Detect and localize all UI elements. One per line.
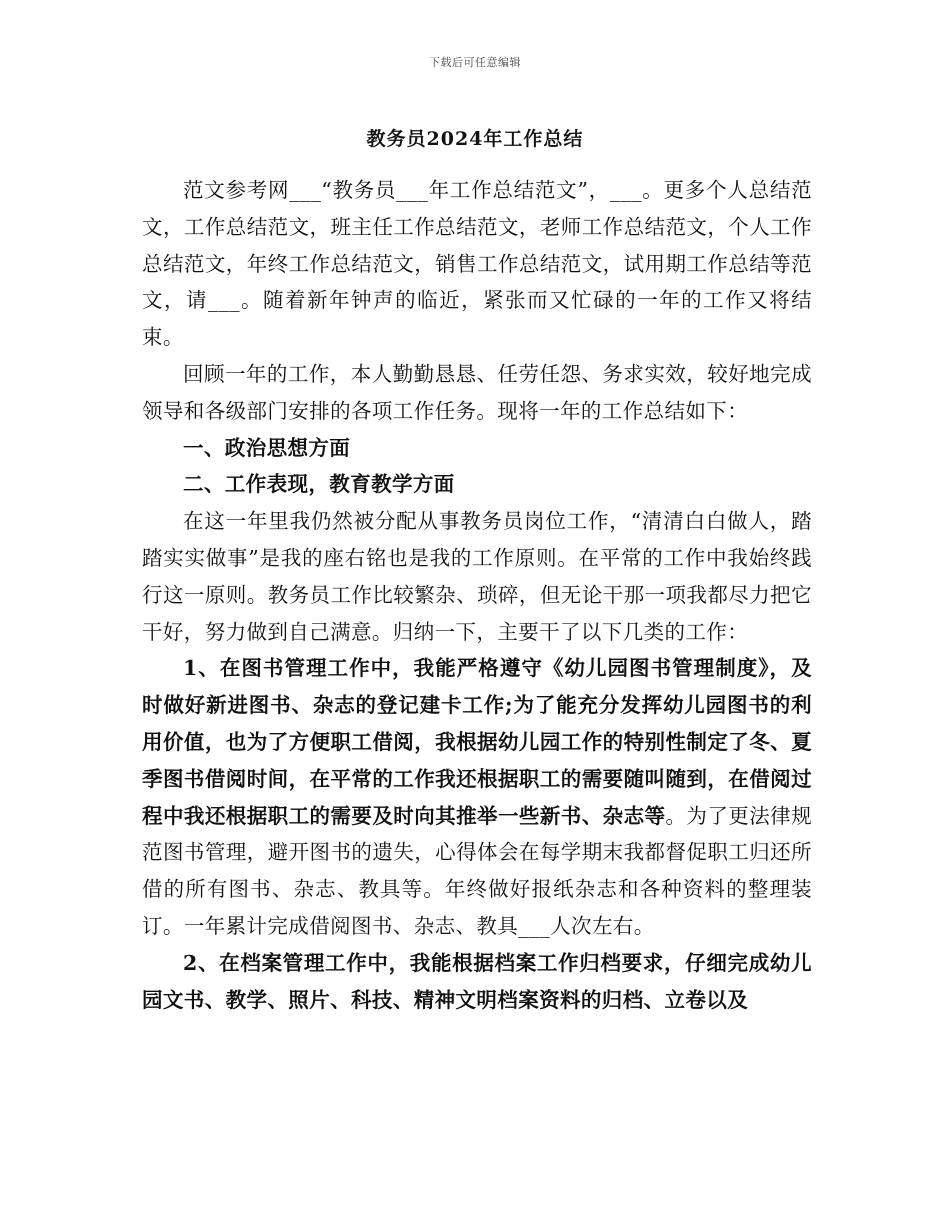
library-management-normal-text: 。为了更法律规范图书管理，避开图书的遗失，心得体会在每学期末我都督促职工归还所借的所有图书、杂志、教具等。年终做好报纸杂志和各种资料的整理装订。一年累计完成借阅图书、杂志、教具___人次左右。 (142, 803, 812, 938)
paragraph-intro: 范文参考网___“教务员___年工作总结范文”，___。更多个人总结范文，工作总结范文，班主任工作总结范文，老师工作总结范文，个人工作总结范文，年终工作总结范文，销售工作总结范文，试用期工作总结等范文，请___。随着新年钟声的临近，紧张而又忙碌的一年的工作又将结束。 (142, 178, 812, 350)
section-heading-political: 一、政治思想方面 (183, 435, 351, 460)
paragraph-library-management (142, 650, 812, 944)
paragraph-work-principle: 在这一年里我仍然被分配从事教务员岗位工作，“清清白白做人，踏踏实实做事”是我的座右铭也是我的工作原则。在平常的工作中我始终践行这一原则。教务员工作比较繁杂、琐碎，但无论干那一项我都尽力把它干好，努力做到自己满意。归纳一下，主要干了以下几类的工作： (142, 509, 812, 644)
section-heading-work-performance: 二、工作表现，教育教学方面 (183, 472, 455, 497)
document-body (142, 172, 812, 1018)
paragraph-archive-management: 2、在档案管理工作中，我能根据档案工作归档要求，仔细完成幼儿园文书、教学、照片、科技、精神文明档案资料的归档、立卷以及 (142, 950, 812, 1012)
library-management-bold-text: 1、在图书管理工作中，我能严格遵守《幼儿园图书管理制度》，及时做好新进图书、杂志的登记建卡工作;为了能充分发挥幼儿园图书的利用价值，也为了方便职工借阅，我根据幼儿园工作的特别性制定了冬、夏季图书借阅时间，在平常的工作我还根据职工的需要随叫随到，在借阅过程中我还根据职工的需要及时向其推举一些新书、杂志等 (142, 656, 812, 828)
document-title: 教务员2024年工作总结 (366, 128, 584, 150)
header-note: 下载后可任意编辑 (429, 56, 521, 69)
paragraph-review: 回顾一年的工作，本人勤勤恳恳、任劳任怨、务求实效，较好地完成领导和各级部门安排的各项工作任务。现将一年的工作总结如下： (142, 361, 812, 423)
